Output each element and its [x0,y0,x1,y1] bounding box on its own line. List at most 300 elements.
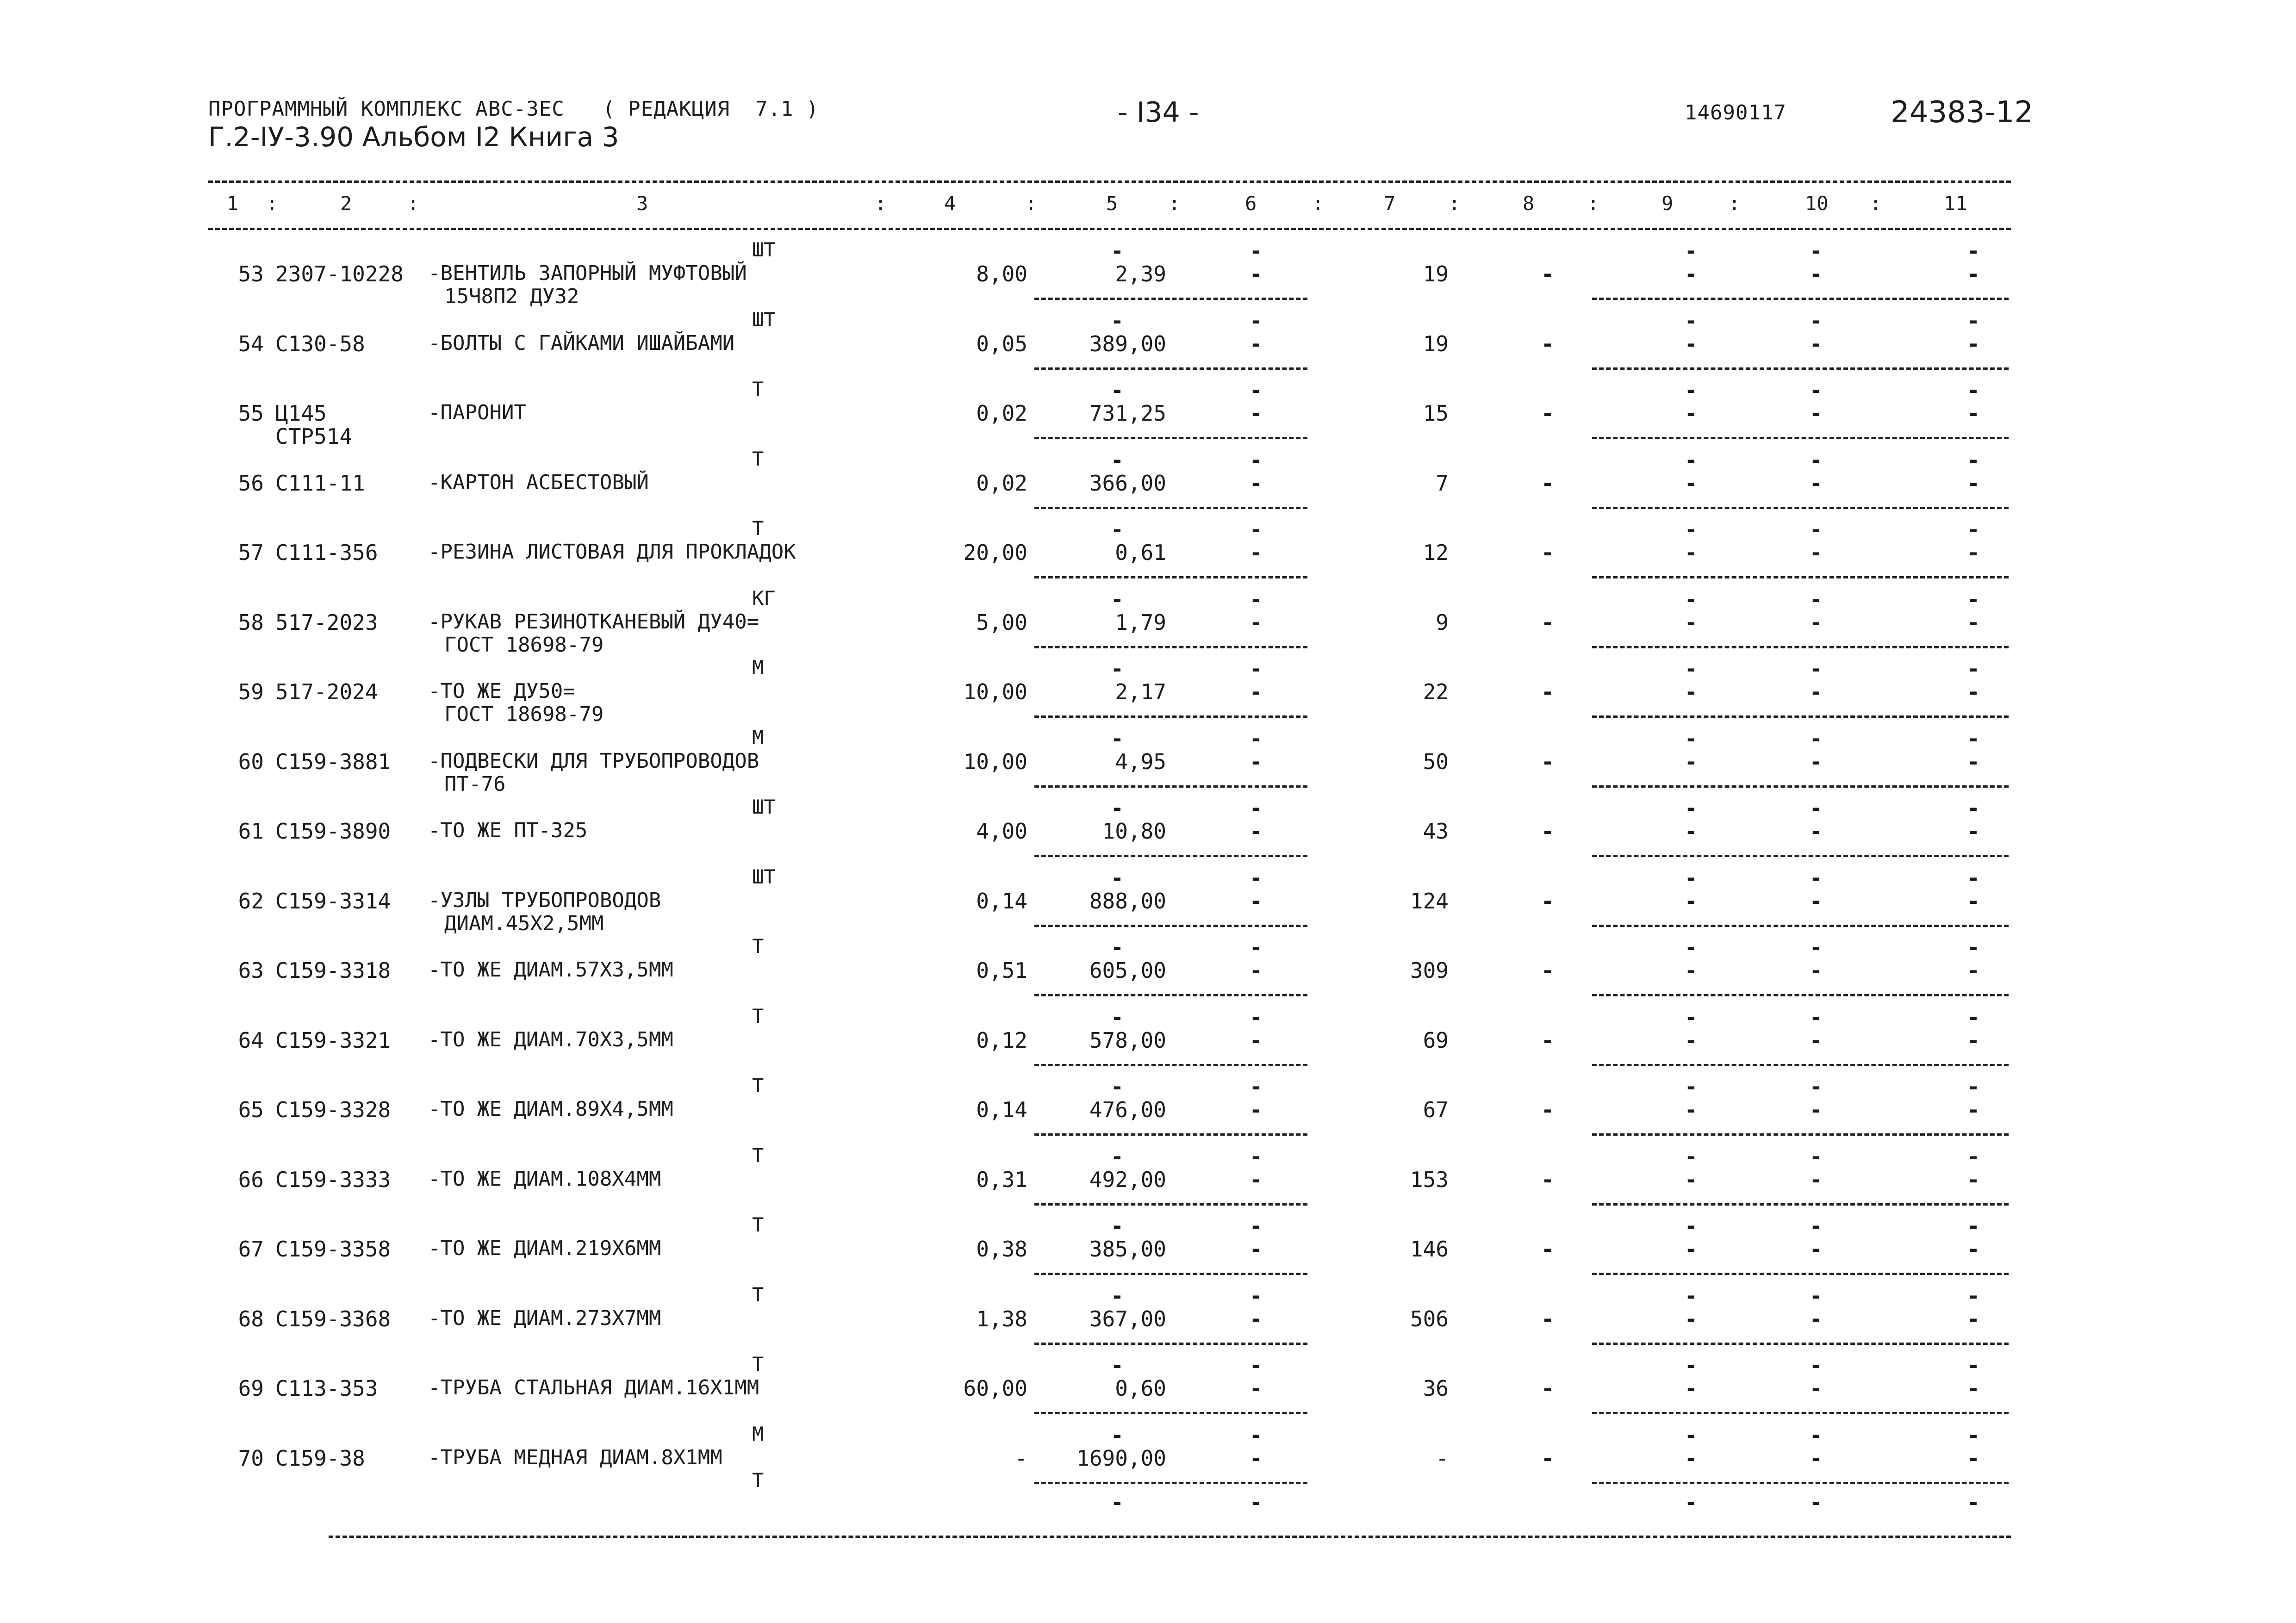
dash-cell-col10: - [1810,401,1823,426]
total-cell: 50 [1423,749,1449,774]
document-code: 14690117 [1685,101,1786,124]
dash-cell-col8: - [1541,1237,1554,1262]
dash-cell-col6: - [1250,749,1263,774]
dash-mark-col10: - [1810,586,1823,612]
dash-mark-col10: - [1810,1004,1823,1030]
dash-cell-col9: - [1685,540,1698,565]
dash-mark-col5: - [1111,586,1124,612]
dash-mark-col11: - [1967,1213,1980,1238]
item-unit: ШТ [752,796,776,818]
dash-mark-col10: - [1810,1283,1823,1308]
dash-cell-col9: - [1685,331,1698,356]
dash-cell-col6: - [1250,1306,1263,1331]
dash-cell-col10: - [1810,470,1823,496]
quantity-cell: 0,02 [976,401,1027,426]
item-unit: М [752,1422,764,1445]
total-cell: 43 [1423,819,1449,844]
item-code: 517-2023 [275,609,378,635]
column-header-8: 8 [1523,192,1535,215]
dash-cell-col9: - [1685,819,1698,844]
dash-cell-col10: - [1810,679,1823,704]
column-header-3: 3 [636,192,648,215]
column-separator: : [1169,192,1181,215]
item-name-line2: ПТ-76 [444,772,506,796]
dash-cell-col10: - [1810,261,1823,286]
item-unit: ШТ [752,308,776,331]
dash-cell-col10: - [1810,331,1823,356]
item-unit: Т [752,1004,764,1027]
item-code: Ц145 [275,401,327,426]
row-rule-right [1592,1064,2009,1066]
dash-cell-col10: - [1810,1445,1823,1471]
dash-cell-col11: - [1967,1237,1980,1262]
item-unit: КГ [752,586,776,609]
row-number: 56 [238,470,264,496]
dash-cell-col8: - [1541,749,1554,774]
price-cell: 578,00 [1089,1027,1166,1053]
dash-mark-col5: - [1111,1283,1124,1308]
column-separator: : [1312,192,1324,215]
row-rule-right [1592,507,2009,509]
row-rule-left [1034,298,1307,300]
dash-cell-col9: - [1685,1027,1698,1053]
dash-mark-col5: - [1111,935,1124,960]
dash-mark-col10: - [1810,378,1823,403]
item-name: -УЗЛЫ ТРУБОПРОВОДОВ [428,888,661,912]
item-code: С113-353 [275,1376,378,1401]
quantity-cell: 0,12 [976,1027,1027,1053]
row-number: 58 [238,609,264,635]
total-cell: 309 [1410,958,1449,983]
dash-mark-col5: - [1111,656,1124,681]
item-code: С159-3368 [275,1306,391,1331]
price-cell: 389,00 [1089,331,1166,356]
column-separator: : [875,192,887,215]
dash-cell-col6: - [1250,1097,1263,1122]
price-cell: 605,00 [1089,958,1166,983]
price-cell: 476,00 [1089,1097,1166,1122]
row-rule-right [1592,1412,2009,1414]
item-unit: М [752,656,764,679]
column-separator: : [1449,192,1461,215]
dash-cell-col6: - [1250,1237,1263,1262]
dash-cell-col6: - [1250,1027,1263,1053]
row-rule-left [1034,1343,1307,1345]
dash-mark-col9: - [1685,517,1698,542]
row-rule-left [1034,994,1307,996]
dash-mark-col11: - [1967,517,1980,542]
row-rule-left [1034,1412,1307,1414]
dash-mark-col6: - [1250,1422,1263,1448]
column-separator: : [1025,192,1037,215]
item-code: С159-3328 [275,1097,391,1122]
quantity-cell: 5,00 [976,609,1027,635]
dash-cell-col10: - [1810,1097,1823,1122]
dash-mark-col11: - [1967,796,1980,821]
dash-mark-col6: - [1250,586,1263,612]
row-number: 54 [238,331,264,356]
row-rule-right [1592,715,2009,718]
item-code: 517-2024 [275,679,378,704]
sheet-number: 24383-12 [1891,95,2034,130]
dash-cell-col8: - [1541,1306,1554,1331]
dash-cell-col6: - [1250,401,1263,426]
item-unit: ШТ [752,865,776,888]
dash-cell-col6: - [1250,261,1263,286]
dash-mark-col6: - [1250,1004,1263,1030]
item-code: С159-3314 [275,888,391,914]
row-rule-left [1034,646,1307,648]
item-code: С111-11 [275,470,365,496]
quantity-cell: 8,00 [976,261,1027,286]
dash-mark-col11: - [1967,1144,1980,1169]
row-number: 60 [238,749,264,774]
dash-mark-col9: - [1685,1283,1698,1308]
dash-cell-col11: - [1967,1306,1980,1331]
row-rule-left [1034,1064,1307,1066]
item-name: -ТО ЖЕ ПТ-325 [428,819,588,842]
row-rule-left [1034,715,1307,718]
item-name: -ВЕНТИЛЬ ЗАПОРНЫЙ МУФТОВЫЙ [428,261,747,285]
dash-cell-col6: - [1250,470,1263,496]
dash-mark-col9: - [1685,935,1698,960]
dash-cell-col11: - [1967,1027,1980,1053]
dash-cell-col9: - [1685,958,1698,983]
dash-cell-col10: - [1810,958,1823,983]
dash-cell-col8: - [1541,1167,1554,1192]
dash-cell-col11: - [1967,470,1980,496]
dash-cell-col10: - [1810,609,1823,635]
row-rule-right [1592,1133,2009,1136]
dash-mark-col9: - [1685,308,1698,333]
dash-mark-col5: - [1111,865,1124,890]
price-cell: 731,25 [1089,401,1166,426]
row-number: 64 [238,1027,264,1053]
item-unit: Т [752,1353,764,1375]
dash-mark-col10: - [1810,656,1823,681]
dash-mark-col10: - [1810,1353,1823,1378]
row-rule-right [1592,1273,2009,1275]
dash-cell-col11: - [1967,540,1980,565]
dash-mark-col11: - [1967,378,1980,403]
row-rule-left [1034,1482,1307,1484]
column-header-11: 11 [1944,192,1967,215]
row-rule-right [1592,646,2009,648]
dash-mark-col10: - [1810,865,1823,890]
dash-cell-col6: - [1250,958,1263,983]
item-name: -ПОДВЕСКИ ДЛЯ ТРУБОПРОВОДОВ [428,749,759,773]
column-separator: : [1729,192,1741,215]
dash-cell-col8: - [1541,888,1554,914]
dash-cell-col11: - [1967,609,1980,635]
item-name: -ТО ЖЕ ДИАМ.70Х3,5ММ [428,1027,673,1051]
dash-cell-col11: - [1967,401,1980,426]
row-rule-right [1592,785,2009,788]
price-cell: 0,60 [1115,1376,1166,1401]
dash-cell-col11: - [1967,331,1980,356]
dash-mark-col6: - [1250,517,1263,542]
dash-cell-col6: - [1250,1376,1263,1401]
last-row-unit: Т [752,1469,764,1492]
dash-mark-col11: - [1967,308,1980,333]
dash-mark-col9: - [1685,238,1698,263]
dash-cell-col11: - [1967,1445,1980,1471]
dash-cell-col9: - [1685,261,1698,286]
dash-mark-col10: - [1810,1144,1823,1169]
dash-mark-col9: - [1685,726,1698,751]
quantity-cell: 10,00 [963,679,1027,704]
item-code: С159-3890 [275,819,391,844]
row-number: 66 [238,1167,264,1192]
dash-cell-col11: - [1967,958,1980,983]
dash-cell-col11: - [1967,1097,1980,1122]
row-number: 59 [238,679,264,704]
dash-mark-col11: - [1967,586,1980,612]
row-number: 70 [238,1445,264,1471]
header-rule [208,228,2011,230]
total-cell: 36 [1423,1376,1449,1401]
item-unit: Т [752,1283,764,1306]
dash-cell-col11: - [1967,1376,1980,1401]
dash-mark-col9: - [1685,656,1698,681]
dash-mark-col6: - [1250,378,1263,403]
item-code: С159-38 [275,1445,365,1471]
dash-mark-col10: - [1810,935,1823,960]
dash-mark-col9: - [1685,586,1698,612]
row-rule-right [1592,367,2009,370]
item-name: -ТО ЖЕ ДИАМ.108Х4ММ [428,1167,661,1191]
dash-mark-col11: - [1967,1283,1980,1308]
dash-mark-col5: - [1111,378,1124,403]
dash-mark-col10: - [1810,238,1823,263]
row-rule-left [1034,855,1307,857]
dash-cell-col8: - [1541,1097,1554,1122]
quantity-cell: 0,05 [976,331,1027,356]
dash-mark-col11: - [1967,656,1980,681]
item-unit: Т [752,1074,764,1097]
program-title: ПРОГРАММНЫЙ КОМПЛЕКС АВС-3ЕС ( РЕДАКЦИЯ 7.1 ) [208,97,819,121]
row-rule-right [1592,1343,2009,1345]
dash-mark-col5: - [1111,517,1124,542]
quantity-cell: 0,38 [976,1237,1027,1262]
price-cell: 385,00 [1089,1237,1166,1262]
dash-mark-col9: - [1685,796,1698,821]
closing-dash-col5: - [1111,1490,1124,1515]
quantity-cell: 20,00 [963,540,1027,565]
dash-mark-col9: - [1685,378,1698,403]
item-code: С159-3333 [275,1167,391,1192]
dash-cell-col6: - [1250,819,1263,844]
dash-cell-col10: - [1810,1027,1823,1053]
dash-cell-col8: - [1541,609,1554,635]
dash-mark-col10: - [1810,447,1823,473]
price-cell: 367,00 [1089,1306,1166,1331]
item-name: -ПАРОНИТ [428,401,526,424]
column-separator: : [407,192,419,215]
item-name: -ТО ЖЕ ДИАМ.89Х4,5ММ [428,1097,673,1121]
dash-cell-col6: - [1250,609,1263,635]
album-title: Г.2-IУ-3.90 Альбом I2 Книга 3 [208,121,619,153]
dash-cell-col11: - [1967,819,1980,844]
dash-cell-col6: - [1250,1167,1263,1192]
item-unit: М [752,726,764,749]
total-cell: 12 [1423,540,1449,565]
row-rule-right [1592,576,2009,578]
dash-cell-col10: - [1810,749,1823,774]
dash-cell-col6: - [1250,888,1263,914]
dash-mark-col6: - [1250,656,1263,681]
dash-mark-col6: - [1250,1353,1263,1378]
dash-cell-col10: - [1810,1376,1823,1401]
item-code: С159-3321 [275,1027,391,1053]
dash-mark-col6: - [1250,238,1263,263]
total-cell: 124 [1410,888,1449,914]
row-number: 68 [238,1306,264,1331]
column-separator: : [1587,192,1599,215]
dash-cell-col8: - [1541,540,1554,565]
dash-cell-col10: - [1810,1167,1823,1192]
dash-cell-col6: - [1250,679,1263,704]
dash-cell-col10: - [1810,540,1823,565]
item-name: -ТО ЖЕ ДИАМ.273Х7ММ [428,1306,661,1330]
dash-mark-col5: - [1111,1144,1124,1169]
dash-cell-col8: - [1541,819,1554,844]
total-cell: 153 [1410,1167,1449,1192]
column-header-6: 6 [1245,192,1257,215]
row-rule-right [1592,437,2009,439]
dash-mark-col5: - [1111,1213,1124,1238]
quantity-cell: 0,14 [976,888,1027,914]
dash-mark-col5: - [1111,1353,1124,1378]
dash-cell-col8: - [1541,401,1554,426]
row-rule-right [1592,855,2009,857]
dash-mark-col9: - [1685,1213,1698,1238]
quantity-cell: 1,38 [976,1306,1027,1331]
item-unit: Т [752,447,764,470]
row-number: 53 [238,261,264,286]
dash-cell-col11: - [1967,749,1980,774]
dash-mark-col5: - [1111,447,1124,473]
quantity-cell: 10,00 [963,749,1027,774]
item-name: -ТО ЖЕ ДИАМ.219Х6ММ [428,1237,661,1260]
dash-mark-col11: - [1967,865,1980,890]
dash-cell-col11: - [1967,261,1980,286]
dash-mark-col6: - [1250,447,1263,473]
top-rule [208,180,2011,183]
dash-mark-col9: - [1685,1353,1698,1378]
dash-mark-col11: - [1967,1004,1980,1030]
price-cell: 888,00 [1089,888,1166,914]
dash-cell-col8: - [1541,1445,1554,1471]
dash-mark-col5: - [1111,1074,1124,1099]
total-cell: 9 [1436,609,1449,635]
row-rule-left [1034,507,1307,509]
dash-cell-col8: - [1541,1027,1554,1053]
price-cell: 10,80 [1102,819,1166,844]
row-rule-left [1034,576,1307,578]
quantity-cell: 0,14 [976,1097,1027,1122]
column-header-5: 5 [1106,192,1118,215]
dash-cell-col10: - [1810,888,1823,914]
item-name-line2: ДИАМ.45Х2,5ММ [444,911,604,935]
column-header-1: 1 [227,192,239,215]
item-name-line2: ГОСТ 18698-79 [444,703,604,726]
dash-mark-col6: - [1250,1144,1263,1169]
dash-mark-col9: - [1685,865,1698,890]
quantity-cell: 0,31 [976,1167,1027,1192]
item-code: С159-3881 [275,749,391,774]
dash-mark-col10: - [1810,1213,1823,1238]
item-unit: ШТ [752,238,776,261]
dash-cell-col8: - [1541,1376,1554,1401]
total-cell: 69 [1423,1027,1449,1053]
dash-cell-col6: - [1250,331,1263,356]
dash-mark-col5: - [1111,796,1124,821]
dash-mark-col9: - [1685,447,1698,473]
price-cell: 366,00 [1089,470,1166,496]
row-number: 61 [238,819,264,844]
dash-cell-col9: - [1685,1445,1698,1471]
dash-cell-col10: - [1810,819,1823,844]
item-name: -ТО ЖЕ ДИАМ.57Х3,5ММ [428,958,673,982]
dash-mark-col9: - [1685,1422,1698,1448]
dash-mark-col6: - [1250,308,1263,333]
item-code: С111-356 [275,540,378,565]
dash-mark-col5: - [1111,308,1124,333]
dash-cell-col9: - [1685,1237,1698,1262]
dash-mark-col6: - [1250,865,1263,890]
row-rule-left [1034,1273,1307,1275]
row-number: 65 [238,1097,264,1122]
total-cell: 22 [1423,679,1449,704]
dash-mark-col10: - [1810,517,1823,542]
dash-cell-col8: - [1541,679,1554,704]
item-name-line2: ГОСТ 18698-79 [444,633,604,657]
row-number: 55 [238,401,264,426]
dash-cell-col9: - [1685,1306,1698,1331]
row-rule-left [1034,1133,1307,1136]
dash-mark-col9: - [1685,1144,1698,1169]
price-cell: 492,00 [1089,1167,1166,1192]
column-separator: : [266,192,278,215]
dash-cell-col9: - [1685,1097,1698,1122]
column-header-2: 2 [340,192,352,215]
quantity-cell: 60,00 [963,1376,1027,1401]
item-name: -ТО ЖЕ ДУ50= [428,679,575,703]
dash-mark-col10: - [1810,1422,1823,1448]
dash-cell-col11: - [1967,888,1980,914]
dash-cell-col9: - [1685,888,1698,914]
row-number: 67 [238,1237,264,1262]
row-rule-right [1592,1482,2009,1484]
item-unit: Т [752,378,764,400]
dash-mark-col11: - [1967,726,1980,751]
row-number: 63 [238,958,264,983]
dash-cell-col9: - [1685,1167,1698,1192]
price-cell: 1,79 [1115,609,1166,635]
dash-cell-col9: - [1685,609,1698,635]
row-rule-left [1034,925,1307,927]
row-number: 62 [238,888,264,914]
price-cell: 4,95 [1115,749,1166,774]
item-unit: Т [752,517,764,540]
item-code: С130-58 [275,331,365,356]
dash-cell-col10: - [1810,1237,1823,1262]
page-number: - I34 - [1118,96,1199,129]
dash-mark-col6: - [1250,726,1263,751]
item-name: -БОЛТЫ С ГАЙКАМИ ИШАЙБАМИ [428,331,735,355]
row-rule-left [1034,437,1307,439]
